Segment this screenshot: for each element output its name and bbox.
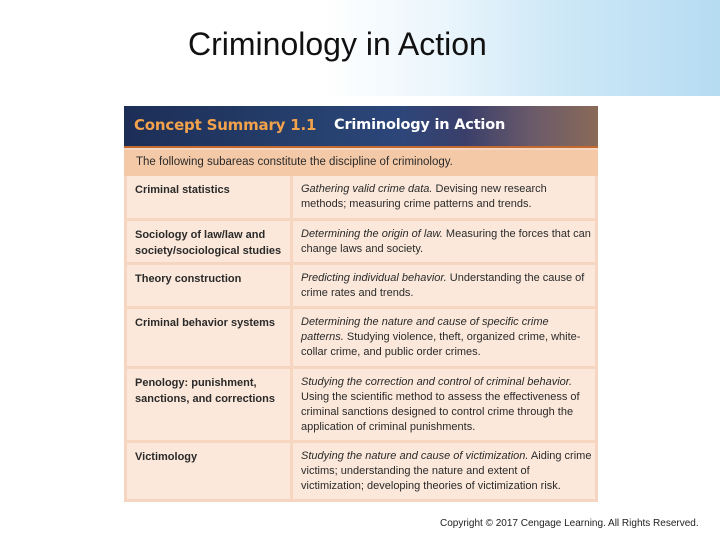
description-lead: Gathering valid crime data.	[301, 183, 433, 195]
term-cell	[127, 221, 290, 262]
row-description	[301, 375, 593, 435]
table-row	[127, 265, 595, 306]
table-row	[127, 369, 595, 440]
row-description	[301, 182, 593, 212]
intro-strip	[124, 150, 598, 176]
row-description	[301, 449, 593, 494]
description-cell	[293, 221, 595, 262]
description-rest: Understanding the cause of crime rates and trends.	[301, 272, 585, 299]
row-description	[301, 271, 593, 301]
row-term: Penology: punishment, sanctions, and corrections	[135, 377, 275, 405]
concept-summary-label: Concept Summary 1.1	[134, 116, 317, 134]
table-row	[127, 176, 595, 218]
term-cell	[127, 309, 290, 366]
concept-summary-banner	[124, 106, 598, 148]
table-row	[127, 309, 595, 366]
description-rest: Measuring the forces that can change laws and society.	[301, 228, 591, 255]
row-term: Sociology of law/law and society/sociological studies	[135, 229, 282, 257]
term-cell	[127, 443, 290, 499]
description-cell	[293, 265, 595, 306]
description-lead: Studying the correction and control of criminal behavior.	[301, 376, 573, 388]
description-lead: Predicting individual behavior.	[301, 272, 447, 284]
row-description	[301, 315, 593, 360]
table-row	[127, 221, 595, 262]
description-rest: Studying violence, theft, organized crime, white-collar crime, and public order crimes.	[301, 331, 581, 358]
description-lead: Studying the nature and cause of victimization.	[301, 450, 529, 462]
concept-summary-figure	[124, 106, 598, 502]
description-lead: Determining the origin of law.	[301, 228, 443, 240]
row-term: Theory construction	[135, 273, 242, 285]
description-rest: Devising new research methods; measuring crime patterns and trends.	[301, 183, 547, 210]
concept-summary-title: Criminology in Action	[334, 117, 506, 133]
description-cell	[293, 309, 595, 366]
description-rest: Aiding crime victims; understanding the nature and extent of victimization; developing theories of victimization risk.	[301, 450, 592, 492]
copyright-notice: Copyright © 2017 Cengage Learning. All Rights Reserved.	[440, 518, 699, 529]
term-cell	[127, 265, 290, 306]
row-description	[301, 227, 593, 257]
description-cell	[293, 176, 595, 218]
description-lead: Determining the nature and cause of specific crime patterns.	[301, 316, 549, 343]
table-row	[127, 443, 595, 499]
slide-title: Criminology in Action	[188, 26, 487, 62]
row-term: Criminal statistics	[135, 184, 230, 196]
description-rest: Using the scientific method to assess the effectiveness of criminal sanctions designed to control crime through the application of criminal punishments.	[301, 391, 580, 433]
term-cell	[127, 369, 290, 440]
description-cell	[293, 443, 595, 499]
intro-text: The following subareas constitute the discipline of criminology.	[136, 156, 453, 168]
description-cell	[293, 369, 595, 440]
row-term: Criminal behavior systems	[135, 317, 276, 329]
row-term: Victimology	[135, 451, 198, 463]
term-cell	[127, 176, 290, 218]
